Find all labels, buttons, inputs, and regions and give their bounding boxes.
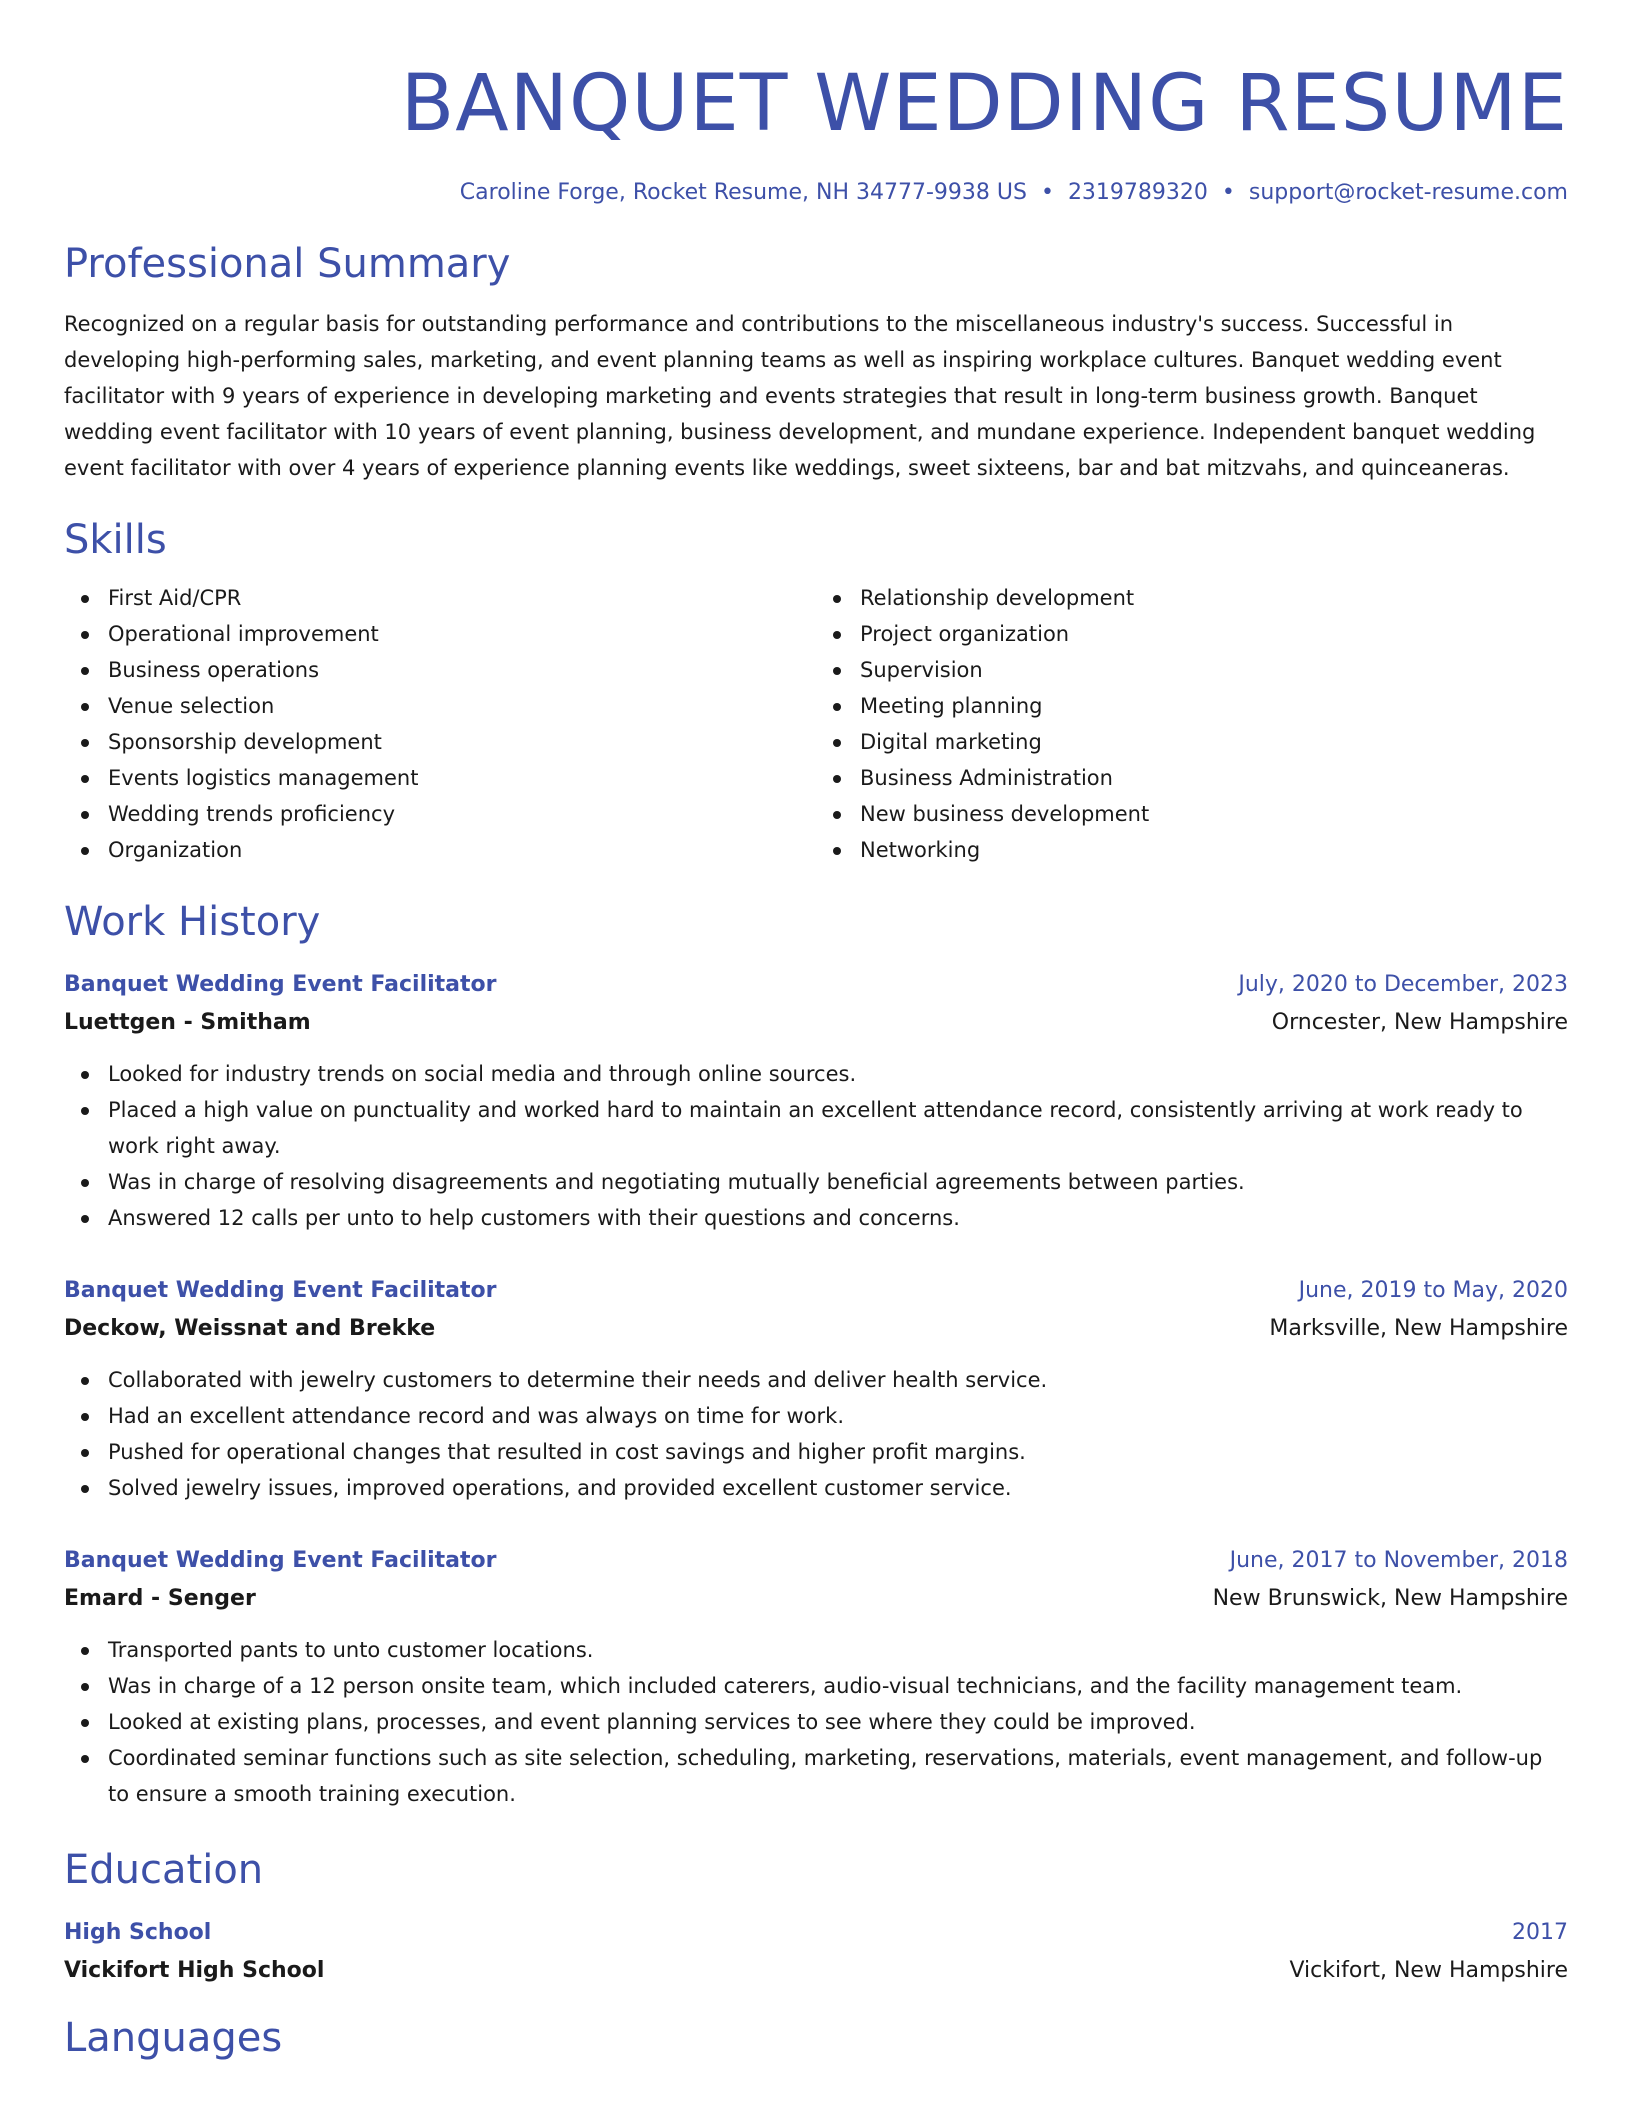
- job-company-row: [64, 1580, 1568, 1618]
- work-history-section: [64, 896, 1568, 1812]
- skill-item: Venue selection: [64, 688, 816, 724]
- skill-item: Wedding trends proficiency: [64, 796, 816, 832]
- job-bullet: Coordinated seminar functions such as site selection, scheduling, marketing, reservations, materials, event management, and follow-up to ensure a smooth training execution.: [64, 1740, 1568, 1812]
- job-bullet: Transported pants to unto customer locations.: [64, 1632, 1568, 1668]
- contact-line: [64, 178, 1568, 208]
- job-location: Marksville, New Hampshire: [1269, 1316, 1568, 1341]
- skill-item: Business operations: [64, 652, 816, 688]
- job-title-row: [64, 1542, 1568, 1580]
- section-title-work: Work History: [64, 899, 321, 945]
- job-entry: [64, 1272, 1568, 1506]
- skills-section: [64, 514, 1568, 868]
- professional-summary-section: [64, 238, 1568, 486]
- summary-text: Recognized on a regular basis for outstanding performance and contributions to the miscellaneous industry's success. Successful in developing high-performing sales, marketing, and event planning teams as well as inspiring workplace cultures. Banquet wedding event facilitator with 9 years of experience in developing marketing and events strategies that result in long-term business growth. Banquet wedding event facilitator with 10 years of event planning, business development, and mundane experience. Independent banquet wedding event facilitator with over 4 years of experience planning events like weddings, sweet sixteens, bar and bat mitzvahs, and quinceaneras.: [64, 312, 1536, 480]
- job-bullets: [64, 1632, 1568, 1812]
- job-bullet: Pushed for operational changes that resulted in cost savings and higher profit margins.: [64, 1434, 1568, 1470]
- education-year: 2017: [1512, 1920, 1568, 1945]
- skill-item: Project organization: [816, 616, 1568, 652]
- job-title: Banquet Wedding Event Facilitator: [64, 972, 497, 997]
- job-bullets: [64, 1362, 1568, 1506]
- job-title-row: [64, 966, 1568, 1004]
- job-bullet: Answered 12 calls per unto to help customers with their questions and concerns.: [64, 1200, 1568, 1236]
- job-bullet: Solved jewelry issues, improved operations, and provided excellent customer service.: [64, 1470, 1568, 1506]
- job-entry: [64, 1542, 1568, 1812]
- job-title-row: [64, 1272, 1568, 1310]
- education-entry: [64, 1914, 1568, 1990]
- contact-separator: •: [1040, 180, 1054, 205]
- skills-list-right: [816, 580, 1568, 868]
- job-dates: June, 2019 to May, 2020: [1298, 1278, 1568, 1303]
- languages-section: [64, 2012, 1568, 2064]
- skills-grid: [64, 580, 1568, 868]
- job-company-row: [64, 1004, 1568, 1042]
- job-location: New Brunswick, New Hampshire: [1212, 1586, 1568, 1611]
- contact-separator: •: [1221, 180, 1235, 205]
- education-degree-row: [64, 1914, 1568, 1952]
- contact-address: Caroline Forge, Rocket Resume, NH 34777-9938 US: [459, 180, 1027, 205]
- resume-header: [64, 56, 1568, 208]
- section-title-skills: Skills: [64, 517, 167, 563]
- skills-column-right: [816, 580, 1568, 868]
- job-company: Deckow, Weissnat and Brekke: [64, 1316, 436, 1341]
- skill-item: First Aid/CPR: [64, 580, 816, 616]
- education-degree: High School: [64, 1920, 212, 1945]
- section-title-summary: Professional Summary: [64, 241, 511, 287]
- skill-item: Organization: [64, 832, 816, 868]
- education-location: Vickifort, New Hampshire: [1289, 1958, 1568, 1983]
- section-title-education: Education: [64, 1847, 264, 1893]
- job-dates: July, 2020 to December, 2023: [1238, 972, 1568, 997]
- job-bullet: Had an excellent attendance record and was always on time for work.: [64, 1398, 1568, 1434]
- contact-phone: 2319789320: [1067, 180, 1208, 205]
- skills-list-left: [64, 580, 816, 868]
- education-school-row: [64, 1952, 1568, 1990]
- skill-item: Supervision: [816, 652, 1568, 688]
- skill-item: Operational improvement: [64, 616, 816, 652]
- skill-item: Networking: [816, 832, 1568, 868]
- job-bullet: Placed a high value on punctuality and worked hard to maintain an excellent attendance record, consistently arriving at work ready to work right away.: [64, 1092, 1568, 1164]
- job-dates: June, 2017 to November, 2018: [1229, 1548, 1568, 1573]
- skill-item: Meeting planning: [816, 688, 1568, 724]
- job-entry: [64, 966, 1568, 1236]
- skill-item: Sponsorship development: [64, 724, 816, 760]
- skill-item: Relationship development: [816, 580, 1568, 616]
- section-title-languages: Languages: [64, 2015, 283, 2061]
- skill-item: Business Administration: [816, 760, 1568, 796]
- job-title: Banquet Wedding Event Facilitator: [64, 1278, 497, 1303]
- job-company-row: [64, 1310, 1568, 1348]
- resume-title: BANQUET WEDDING RESUME: [400, 59, 1568, 149]
- education-school: Vickifort High School: [64, 1958, 325, 1983]
- job-bullets: [64, 1056, 1568, 1236]
- job-bullet: Looked for industry trends on social media and through online sources.: [64, 1056, 1568, 1092]
- skill-item: New business development: [816, 796, 1568, 832]
- skill-item: Digital marketing: [816, 724, 1568, 760]
- education-section: [64, 1844, 1568, 1990]
- job-location: Orncester, New Hampshire: [1271, 1010, 1568, 1035]
- job-bullet: Was in charge of resolving disagreements and negotiating mutually beneficial agreements between parties.: [64, 1164, 1568, 1200]
- job-bullet: Was in charge of a 12 person onsite team, which included caterers, audio-visual technicians, and the facility management team.: [64, 1668, 1568, 1704]
- job-bullet: Collaborated with jewelry customers to determine their needs and deliver health service.: [64, 1362, 1568, 1398]
- skills-column-left: [64, 580, 816, 868]
- job-company: Luettgen - Smitham: [64, 1010, 311, 1035]
- job-title: Banquet Wedding Event Facilitator: [64, 1548, 497, 1573]
- job-bullet: Looked at existing plans, processes, and event planning services to see where they could be improved.: [64, 1704, 1568, 1740]
- skill-item: Events logistics management: [64, 760, 816, 796]
- contact-email: support@rocket-resume.com: [1248, 180, 1568, 205]
- job-company: Emard - Senger: [64, 1586, 256, 1611]
